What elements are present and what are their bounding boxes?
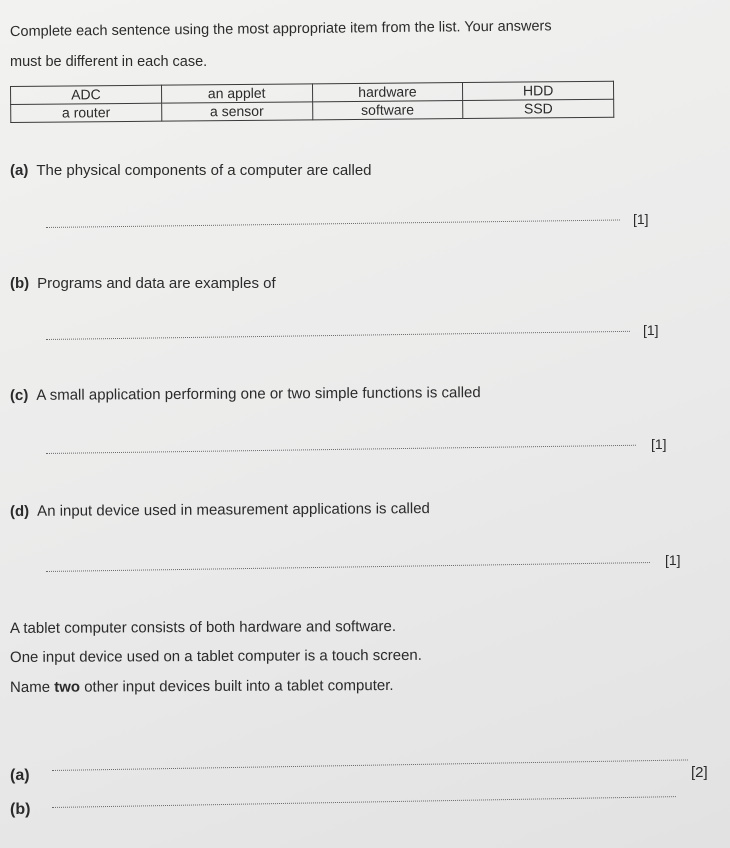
marks-c: [1] [651,436,667,452]
answer-line-b[interactable] [46,331,630,340]
question-label: (a) [10,162,29,179]
question-label: (d) [9,502,30,520]
question-label: (b) [10,275,30,292]
answer-label-a: (a) [10,767,30,784]
part2-line-3 [10,677,394,697]
answer-line-d[interactable] [46,562,650,572]
marks-part2: [2] [691,764,708,781]
answer-label-b: (b) [10,801,31,818]
option-cell: hardware [312,83,463,102]
marks-b: [1] [643,322,659,338]
question-text: Programs and data are examples of [37,275,276,292]
option-cell: software [312,101,463,120]
options-row [11,99,614,122]
option-cell: a router [11,103,162,122]
question-a [10,162,372,180]
instructions-line-2: must be different in each case. [10,54,208,70]
instructions-line-1: Complete each sentence using the most appropriate item from the list. Your answers [9,18,552,40]
question-d [10,500,430,521]
question-c [10,384,481,405]
question-text: An input device used in measurement applications is called [37,500,430,520]
option-cell: ADC [11,85,162,104]
question-text: The physical components of a computer are called [36,162,372,179]
part2-line-1: A tablet computer consists of both hardware and software. [9,617,397,637]
answer-line-tablet-b[interactable] [52,796,676,808]
options-table [10,81,614,123]
option-cell: an applet [161,84,312,103]
marks-a: [1] [633,211,649,227]
answer-line-tablet-a[interactable] [52,759,688,771]
question-b [10,275,276,293]
question-label: (c) [9,386,29,404]
part2-text: other input devices built into a tablet computer. [79,676,394,696]
option-cell: HDD [463,81,614,100]
part2-text: Name [9,678,55,696]
answer-line-c[interactable] [46,445,636,454]
part2-line-2: One input device used on a tablet computer is a touch screen. [9,646,422,666]
marks-d: [1] [665,552,681,568]
question-text: A small application performing one or two simple functions is called [36,384,481,404]
answer-line-a[interactable] [46,219,620,228]
option-cell: SSD [463,99,614,118]
option-cell: a sensor [161,102,312,121]
emphasis-word: two [54,678,81,696]
